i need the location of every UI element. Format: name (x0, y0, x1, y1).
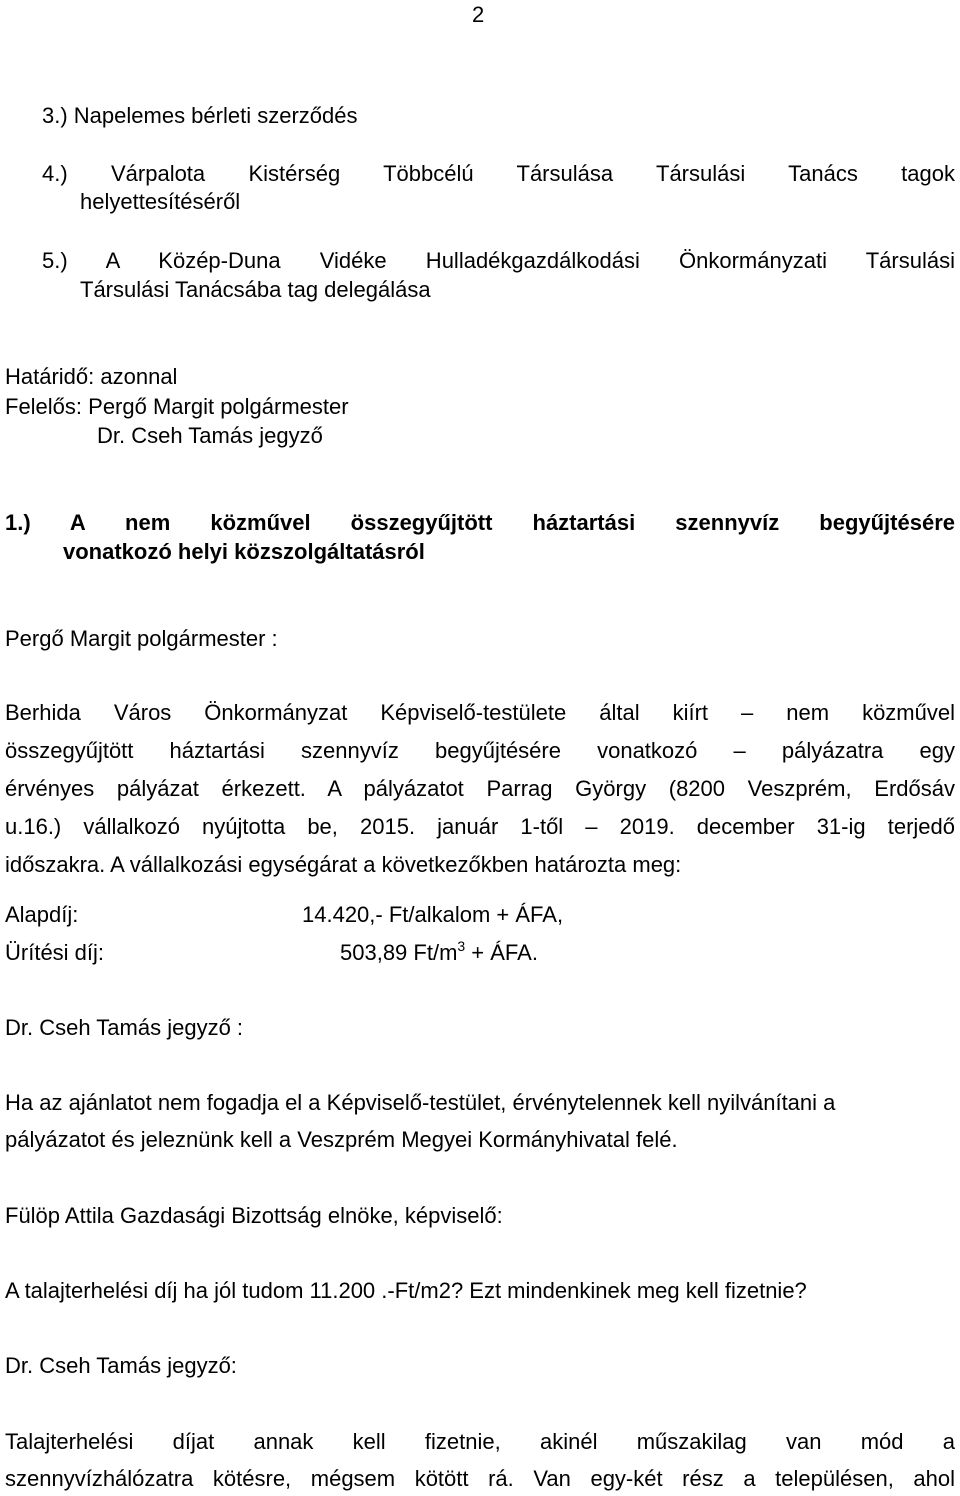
responsible-2: Dr. Cseh Tamás jegyző (97, 423, 323, 448)
agenda-item-5: 5.) A Közép-Duna Vidéke Hulladékgazdálkodási Önkormányzati Társulási (42, 248, 955, 273)
section-title: 1.) A nem közművel összegyűjtött háztartási szennyvíz begyűjtésére (5, 510, 955, 535)
superscript-3: 3 (457, 938, 466, 954)
paragraph-3: A talajterhelési díj ha jól tudom 11.200 .-Ft/m2? Ezt mindenkinek meg kell fizetnie? (5, 1278, 807, 1303)
agenda-item-3: 3.) Napelemes bérleti szerződés (42, 103, 358, 128)
paragraph-1-line-4: u.16.) vállalkozó nyújtotta be, 2015. január 1-től – 2019. december 31-ig terjedő (5, 814, 955, 839)
section-title-cont: vonatkozó helyi közszolgáltatásról (63, 539, 425, 564)
paragraph-4-line-2: szennyvízhálózatra kötésre, mégsem kötött rá. Van egy-két rész a településen, ahol (5, 1466, 955, 1491)
fee-empty-value: 503,89 $Ft/m^3$ + ÁFA. (340, 938, 538, 965)
paragraph-1-line-3: érvényes pályázat érkezett. A pályázatot Parrag György (8200 Veszprém, Erdősáv (5, 776, 955, 801)
page-number: 2 (472, 2, 485, 27)
paragraph-1-line-2: összegyűjtött háztartási szennyvíz begyűjtésére vonatkozó – pályázatra egy (5, 738, 955, 763)
speaker-mayor: Pergő Margit polgármester : (5, 626, 278, 651)
responsible: Felelős: Pergő Margit polgármester (5, 394, 349, 419)
paragraph-2-line-1: Ha az ajánlatot nem fogadja el a Képviselő-testület, érvénytelennek kell nyilvánítani a (5, 1090, 836, 1115)
agenda-item-4-cont: helyettesítéséről (80, 189, 241, 214)
fee-empty-label: Ürítési díj: (5, 940, 105, 965)
agenda-item-5-cont: Társulási Tanácsába tag delegálása (80, 277, 431, 302)
paragraph-2-line-2: pályázatot és jeleznünk kell a Veszprém Megyei Kormányhivatal felé. (5, 1127, 678, 1152)
fee-base-value: 14.420,- Ft/alkalom + ÁFA, (302, 902, 564, 927)
agenda-item-4: 4.) Várpalota Kistérség Többcélú Társulása Társulási Tanács tagok (42, 161, 955, 186)
deadline: Határidő: azonnal (5, 364, 178, 389)
speaker-notary-2: Dr. Cseh Tamás jegyző: (5, 1353, 237, 1378)
fee-base-label: Alapdíj: (5, 902, 79, 927)
paragraph-1-line-5: időszakra. A vállalkozási egységárat a következőkben határozta meg: (5, 852, 682, 877)
speaker-notary: Dr. Cseh Tamás jegyző : (5, 1015, 244, 1040)
paragraph-1-line-1: Berhida Város Önkormányzat Képviselő-testülete által kiírt – nem közművel (5, 700, 955, 725)
paragraph-4-line-1: Talajterhelési díjat annak kell fizetnie, akinél műszakilag van mód a (5, 1429, 955, 1454)
speaker-committee-chair: Fülöp Attila Gazdasági Bizottság elnöke, képviselő: (5, 1203, 503, 1228)
